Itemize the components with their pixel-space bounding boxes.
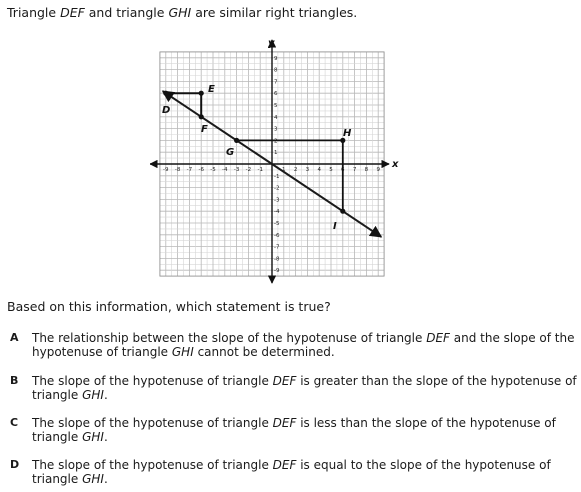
x-tick-label: 1 — [282, 167, 286, 173]
choice-letter: B — [10, 374, 19, 387]
x-tick-label: 6 — [341, 167, 345, 173]
y-tick-label: -7 — [274, 244, 280, 251]
prompt-text-2: and triangle — [84, 5, 169, 20]
y-tick-label: -4 — [274, 209, 280, 216]
x-tick-label: -4 — [222, 167, 228, 173]
x-tick-label: 8 — [364, 167, 369, 173]
y-tick-label: 5 — [274, 103, 278, 109]
point-f — [199, 114, 204, 119]
y-tick-label: 2 — [274, 138, 278, 145]
answer-choice-d[interactable] — [10, 458, 575, 488]
choice-text: The slope of the hypotenuse of triangle — [32, 374, 273, 388]
triangle-name: DEF — [272, 416, 297, 430]
triangle-name: DEF — [272, 374, 297, 388]
choice-text: The relationship between the slope of the hypotenuse of triangle — [32, 331, 427, 345]
choice-text: triangle — [32, 388, 83, 402]
point-label-i: I — [333, 221, 337, 232]
y-tick-label: -2 — [274, 185, 280, 192]
point-e — [199, 91, 204, 96]
answer-choice-b[interactable] — [10, 374, 575, 404]
y-tick-label: -1 — [274, 173, 280, 180]
triangle-name: DEF — [272, 458, 297, 472]
point-label-h: H — [343, 128, 352, 139]
x-tick-label: -6 — [198, 167, 204, 173]
problem-prompt — [7, 5, 357, 20]
y-axis-label: y — [268, 38, 275, 49]
point-label-g: G — [226, 147, 235, 158]
triangle-name: GHI — [82, 388, 104, 402]
choice-text: triangle — [32, 430, 83, 444]
y-tick-label: 8 — [274, 67, 278, 74]
triangle-name: DEF — [426, 331, 450, 345]
triangle-name-def: DEF — [60, 5, 85, 20]
x-tick-label: -3 — [233, 167, 240, 173]
x-tick-label: 5 — [329, 167, 333, 173]
triangle-name: GHI — [171, 345, 194, 359]
y-tick-label: 9 — [274, 55, 278, 62]
triangle-name: GHI — [82, 430, 104, 444]
y-tick-label: -6 — [274, 232, 280, 239]
point-i — [340, 209, 345, 214]
choice-text: is greater than the slope of the hypotenuse of — [296, 374, 577, 388]
point-g — [234, 138, 239, 143]
x-tick-label: -7 — [186, 167, 193, 173]
coordinate-graph — [150, 34, 400, 284]
x-tick-label: 3 — [305, 167, 310, 173]
triangle-name: GHI — [82, 472, 104, 486]
y-tick-label: -9 — [274, 268, 280, 275]
choice-text: . — [103, 472, 108, 486]
choice-text: hypotenuse of triangle — [32, 345, 172, 359]
x-tick-label: 2 — [293, 167, 298, 173]
triangle-name-ghi: GHI — [168, 5, 192, 20]
x-tick-label: 9 — [376, 167, 380, 173]
answer-choice-c[interactable] — [10, 416, 575, 446]
x-tick-label: 7 — [352, 167, 357, 173]
choice-text: The slope of the hypotenuse of triangle — [32, 458, 273, 472]
y-tick-label: 6 — [274, 91, 278, 98]
prompt-text-3: are similar right triangles. — [191, 5, 358, 20]
point-d — [163, 91, 168, 96]
choice-letter: C — [10, 416, 19, 429]
y-tick-label: 4 — [274, 114, 278, 121]
answer-choice-a[interactable] — [10, 331, 575, 361]
choice-text: and the slope of the — [449, 331, 575, 345]
x-tick-label: -8 — [174, 167, 181, 173]
y-tick-label: -8 — [274, 256, 280, 263]
y-tick-label: -3 — [274, 197, 280, 204]
choice-text: The slope of the hypotenuse of triangle — [32, 416, 273, 430]
point-label-d: D — [162, 105, 171, 116]
y-tick-label: -5 — [274, 221, 280, 227]
x-axis-label: x — [392, 159, 399, 170]
question-text: Based on this information, which statement is true? — [7, 299, 331, 314]
point-label-f: F — [201, 124, 208, 135]
y-tick-label: 3 — [274, 126, 278, 133]
x-tick-label: 4 — [317, 167, 321, 173]
prompt-text-1: Triangle — [7, 5, 61, 20]
y-tick-label: 7 — [274, 79, 278, 86]
choice-text: is less than the slope of the hypotenuse of — [296, 416, 556, 430]
choice-text: . — [103, 388, 108, 402]
choice-text: is equal to the slope of the hypotenuse of — [296, 458, 551, 472]
choice-letter: D — [10, 458, 20, 471]
choice-text: cannot be determined. — [193, 345, 335, 359]
x-tick-label: -1 — [257, 167, 263, 173]
x-tick-label: -5 — [210, 167, 216, 173]
y-tick-label: 1 — [274, 150, 278, 157]
choice-letter: A — [10, 331, 19, 344]
point-label-e: E — [208, 84, 215, 95]
choice-text: . — [103, 430, 108, 444]
x-tick-label: -2 — [245, 167, 252, 173]
x-tick-label: -9 — [163, 167, 169, 173]
choice-text: triangle — [32, 472, 83, 486]
